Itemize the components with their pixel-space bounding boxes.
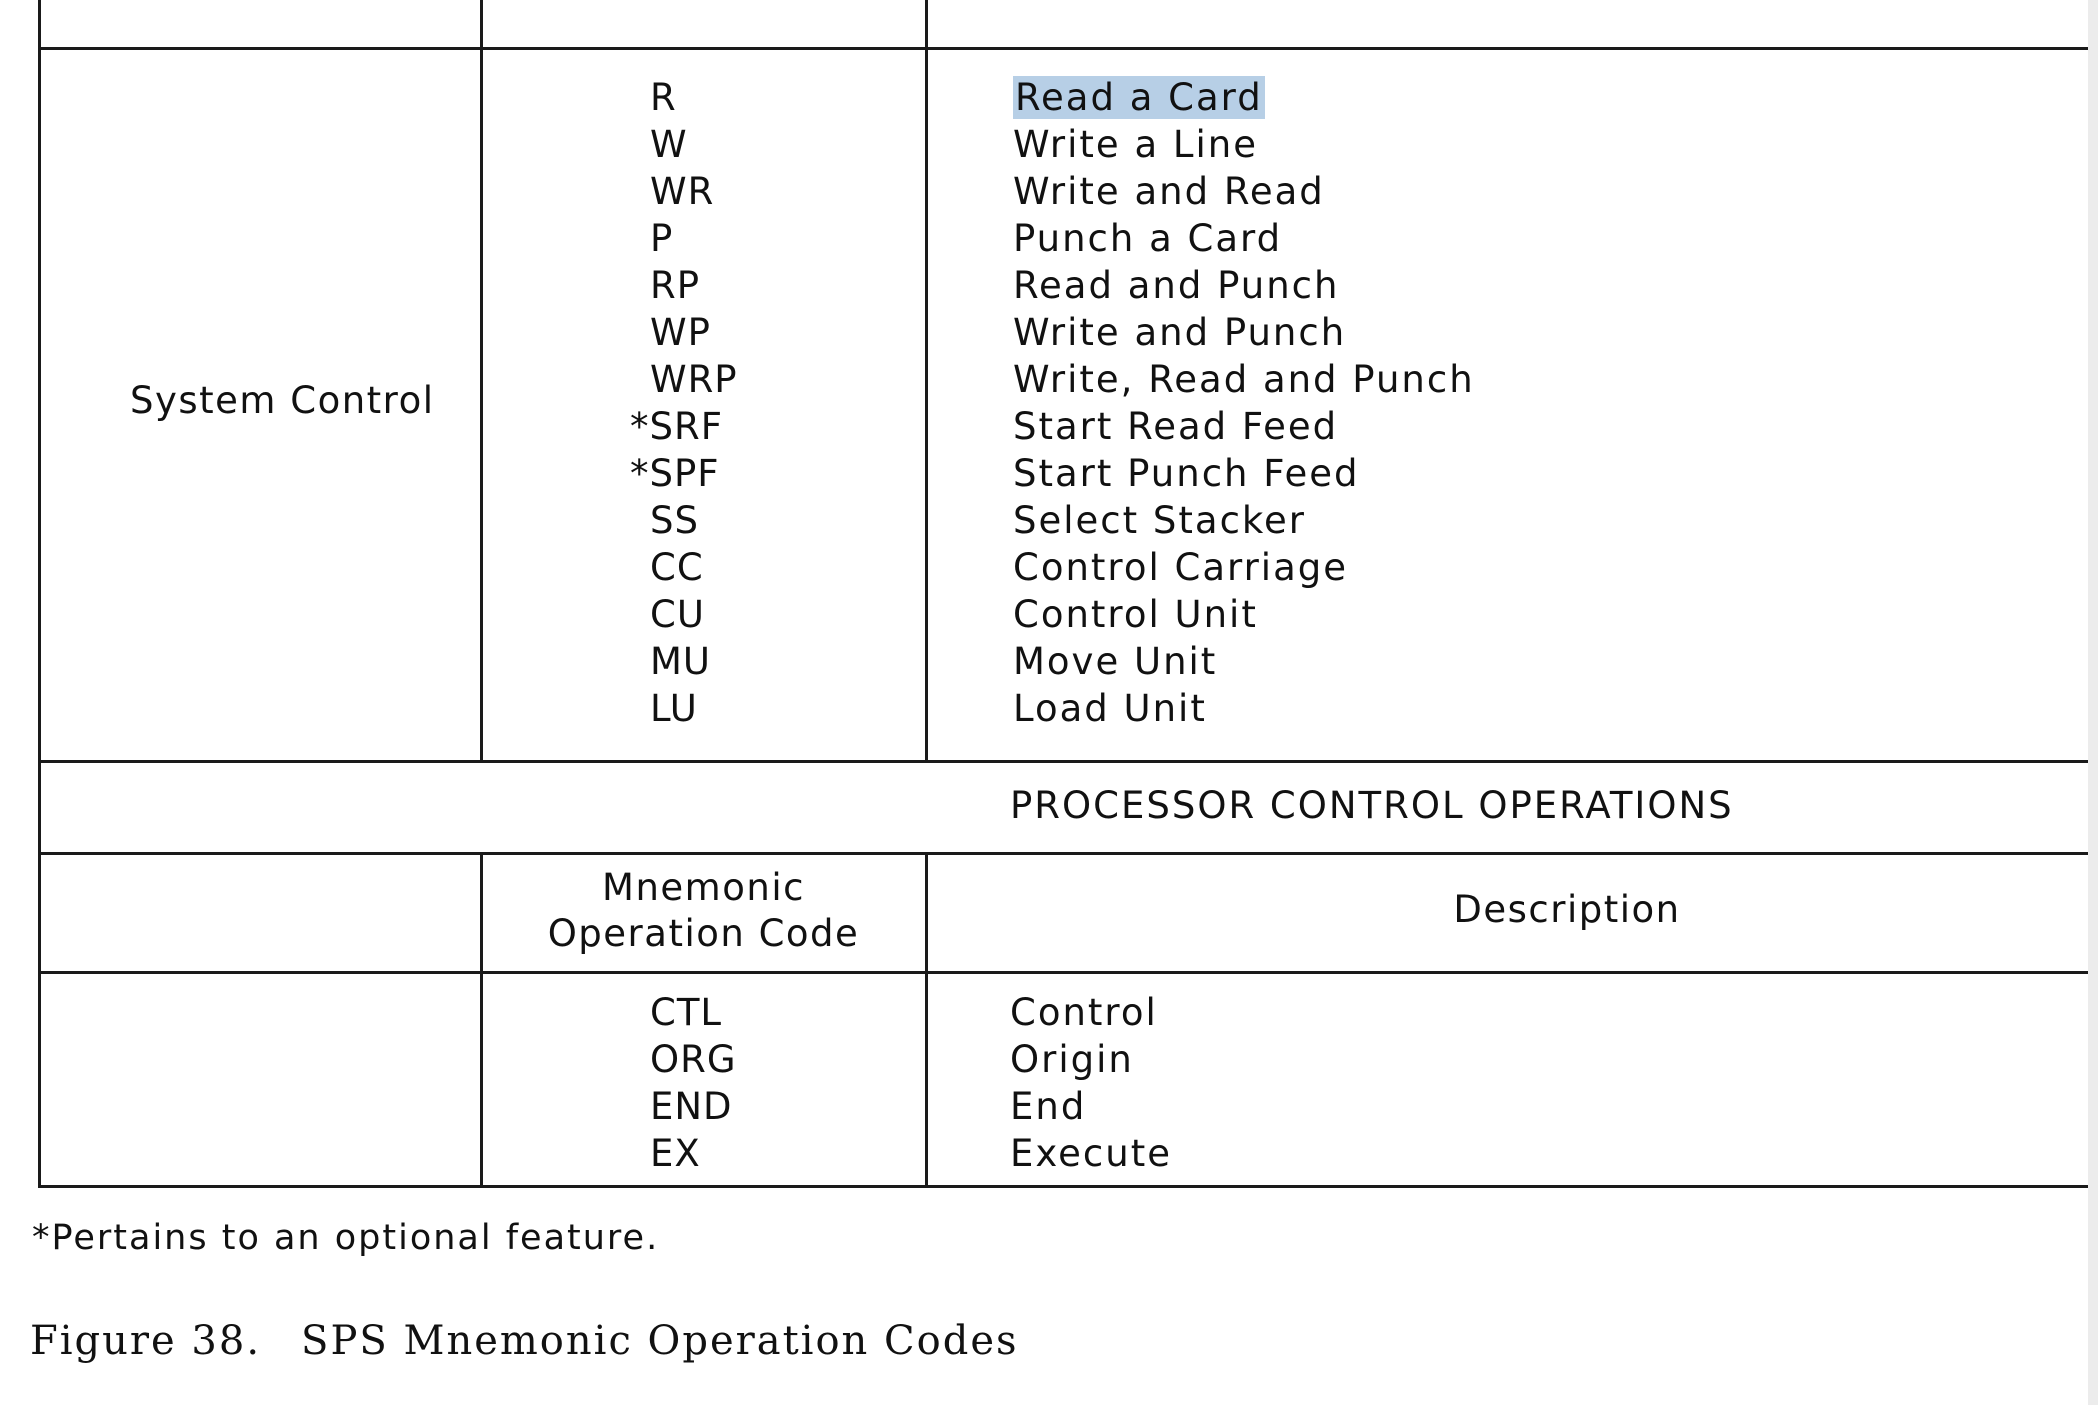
code-cell: EX [650,1132,701,1175]
table-divider-1 [480,0,483,762]
description-cell: Load Unit [1013,687,1207,730]
table-rule-top [38,47,2088,50]
description-cell: Read and Punch [1013,264,1340,307]
description-cell: Select Stacker [1013,499,1306,542]
description-cell: Write a Line [1013,123,1258,166]
mnemonic-header-line2: Operation Code [547,912,860,955]
code-cell: *SPF [630,452,720,495]
code-cell: R [650,76,677,119]
figure-caption [30,1318,1019,1364]
code-cell: P [650,217,674,260]
code-cell: *SRF [630,405,723,448]
code-cell: END [650,1085,733,1128]
code-cell: MU [650,640,712,683]
code-cell: WR [650,170,715,213]
description-cell: Write, Read and Punch [1013,358,1475,401]
description-cell: End [1010,1085,1087,1128]
code-cell: CC [650,546,704,589]
section-title: PROCESSOR CONTROL OPERATIONS [1010,784,1734,827]
selected-text[interactable]: Read a Card [1015,76,1263,119]
description-cell: Start Read Feed [1013,405,1339,448]
code-cell: WP [650,311,711,354]
code-cell: LU [650,687,698,730]
system-control-descriptions [1013,74,1475,732]
system-control-label: System Control [130,379,435,422]
page-edge [2088,0,2098,1405]
table-rule-bottom [38,1185,2088,1188]
description-cell: Punch a Card [1013,217,1283,260]
code-cell: CTL [650,991,723,1034]
description-header: Description [1453,888,1681,931]
code-cell: W [650,123,688,166]
description-cell: Write and Punch [1013,311,1347,354]
description-cell: Move Unit [1013,640,1218,683]
description-cell: Control Carriage [1013,546,1348,589]
mnemonic-header [482,865,925,957]
processor-control-codes [650,989,737,1177]
table-left-border [38,0,41,1187]
system-control-codes [630,74,738,732]
code-cell: CU [650,593,705,636]
description-cell: Start Punch Feed [1013,452,1360,495]
code-cell: RP [650,264,701,307]
table-rule-header-bottom [38,971,2088,974]
description-cell: Origin [1010,1038,1134,1081]
footnote: *Pertains to an optional feature. [32,1218,660,1258]
description-cell: Write and Read [1013,170,1325,213]
code-cell: ORG [650,1038,737,1081]
description-cell[interactable] [1013,74,1475,121]
table-rule-section-bottom [38,852,2088,855]
figure-title: SPS Mnemonic Operation Codes [301,1318,1019,1364]
table-divider-2 [925,0,928,762]
table-rule-system-bottom [38,760,2088,763]
code-cell: WRP [650,358,738,401]
code-cell: SS [650,499,699,542]
description-cell: Execute [1010,1132,1172,1175]
figure-number: Figure 38. [30,1318,262,1364]
description-cell: Control Unit [1013,593,1258,636]
description-cell: Control [1010,991,1158,1034]
processor-control-descriptions [1010,989,1172,1177]
mnemonic-header-line1: Mnemonic [602,866,805,909]
